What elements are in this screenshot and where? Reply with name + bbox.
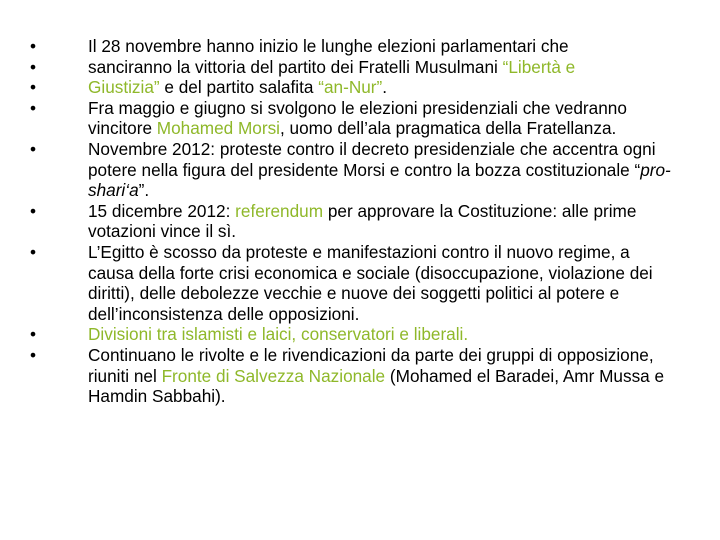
text-run: .: [382, 77, 388, 98]
bullet-item: [30, 77, 680, 98]
text-run: e del partito salafita: [159, 77, 319, 98]
text-run: (Mohamed el Baradei, Amr Mussa e Hamdin Sabbahi).: [88, 365, 665, 407]
bullet-item: [30, 57, 680, 78]
bullet-glyph: •: [30, 36, 37, 56]
text-run: Fra maggio e giugno si svolgono le elezioni presidenziali che vedranno vincitore: [88, 97, 627, 139]
highlighted-text: Mohamed Morsi: [156, 118, 280, 139]
text-run: ”.: [138, 180, 150, 201]
bullet-item: [30, 201, 680, 242]
highlighted-text: referendum: [235, 200, 324, 221]
bullet-item: [30, 324, 680, 345]
bullet-item: [30, 345, 680, 407]
text-run: sanciranno la vittoria del partito dei Fratelli Musulmani: [88, 56, 503, 77]
highlighted-text: Divisioni tra islamisti e laici, conservatori e liberali.: [88, 324, 469, 345]
bullet-list: [30, 36, 680, 407]
bullet-glyph: •: [30, 200, 37, 221]
bullet-glyph: •: [30, 77, 37, 98]
bullet-item: [30, 139, 680, 201]
text-run: Novembre 2012: proteste contro il decreto presidenziale che accentra ogni potere nella figura del presidente Morsi e contro la bozza costituzionale “: [88, 138, 656, 180]
text-run: Il 28 novembre hanno inizio le lunghe elezioni parlamentari che: [88, 36, 569, 56]
bullet-glyph: •: [30, 344, 37, 365]
bullet-glyph: •: [30, 97, 37, 118]
text-run: , uomo dell’ala pragmatica della Fratellanza.: [280, 118, 617, 139]
highlighted-text: “Libertà e: [502, 56, 576, 77]
highlighted-text: Giustizia”: [88, 77, 160, 98]
text-run: Continuano le rivolte e le rivendicazioni da parte dei gruppi di opposizione, riuniti nel: [88, 344, 654, 386]
highlighted-text: Fronte di Salvezza Nazionale: [161, 365, 386, 386]
text-run: pro-shari‘a: [88, 159, 671, 201]
text-run: L’Egitto è scosso da proteste e manifestazioni contro il nuovo regime, a causa della forte crisi economica e sociale (disoccupazione, violazione dei diritti), delle debolezze vecchie e nuove dei soggetti politici al potere e dell’inconsistenza delle opposizioni.: [88, 241, 653, 324]
bullet-item: [30, 242, 680, 324]
highlighted-text: “an-Nur”: [318, 77, 383, 98]
bullet-glyph: •: [30, 324, 37, 345]
bullet-item: [30, 98, 680, 139]
text-run: 15 dicembre 2012:: [88, 200, 236, 221]
bullet-glyph: •: [30, 56, 37, 77]
bullet-glyph: •: [30, 241, 37, 262]
bullet-item: [30, 36, 680, 57]
text-run: per approvare la Costituzione: alle prime votazioni vince il sì.: [88, 200, 637, 242]
bullet-glyph: •: [30, 138, 37, 159]
